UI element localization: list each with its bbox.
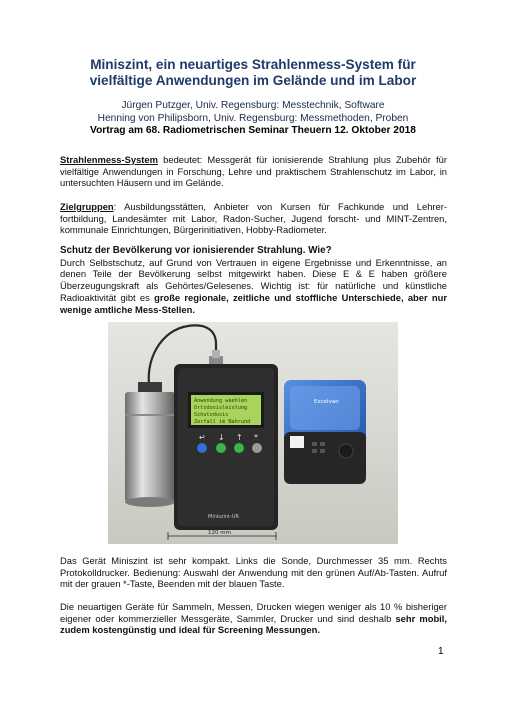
term-strahlenmess-system: Strahlenmess-System [60,154,158,165]
svg-text:*: * [254,433,258,442]
paragraph-schutz [60,245,447,315]
svg-text:↓: ↓ [218,433,225,442]
author-block [60,100,446,138]
paragraph-mobil [60,601,447,636]
miniszint-device-icon [174,364,278,530]
lcd-line-4: Zerfall im Nahrund [194,419,251,425]
scale-label: 120 mm [208,530,231,536]
printer-brand: Excelvan [314,399,339,405]
svg-text:↵: ↵ [199,433,206,442]
term-zielgruppen: Zielgruppen [60,201,114,212]
document-title [60,57,446,89]
paragraph-system [60,154,447,189]
lcd-line-1: Anwendung waehlen [194,398,248,404]
lcd-line-3: Schutzdosis [194,412,229,418]
svg-text:↑: ↑ [236,433,243,442]
lcd-line-2: Ortsdosisleistung [194,405,248,411]
paragraph-zielgruppen [60,201,447,236]
title-line-2: vielfältige Anwendungen im Gelände und im Labor [89,73,417,88]
paragraph-system-text: bedeutet: Messgerät für ionisierende Strahlung plus Zubehör für vielfältige Anwendungen in Forschung, Lehre und praktischem Strahlenschutz im Labor, in untersuchten Häusern und im Gelände. [60,154,447,189]
blue-exit-key [197,443,207,453]
paragraph-geraet [60,555,447,590]
author-2: Henning von Philipsborn, Univ. Regensburg: Messmethoden, Proben [97,112,409,124]
talk-info: Vortrag am 68. Radiometrischen Seminar Theuern 12. Oktober 2018 [90,125,416,136]
device-photo [108,322,398,544]
probe-icon [125,382,175,507]
printer-icon [284,380,366,484]
paragraph-zielgruppen-text: : Ausbildungsstätten, Anbieter von Kursen für Fachkunde und Lehrer-fortbildung, Landesämter mit Labor, Radon-Sucher, Jugend forscht- und MINT-Zentren, kommunale Einrichtungen, Bürgerinitiativen, Hobby-Radiometer. [60,201,447,236]
section-heading-schutz: Schutz der Bevölkerung vor ionisierender Strahlung. Wie? [60,245,332,256]
author-1: Jürgen Putzger, Univ. Regensburg: Messtechnik, Software [121,100,385,111]
paragraph-mobil-text: Die neuartigen Geräte für Sammeln, Messen, Drucken wiegen weniger als 10 % bisheriger eigener oder kommerzieller Messgeräte, Sammler, Drucker und sind deshalb [60,601,447,624]
page-number: 1 [438,646,444,657]
paragraph-schutz-emphasis: große regionale, zeitliche und stoffliche Unterschiede, aber nur wenige amtliche Mess-Stellen. [60,291,448,315]
paragraph-mobil-emphasis: sehr mobil, zudem kostengünstig und ideal für Screening Messungen. [60,612,447,636]
green-up-key [234,443,244,453]
grey-star-key [252,443,262,453]
paragraph-geraet-text: Das Gerät Miniszint ist sehr kompakt. Links die Sonde, Durchmesser 35 mm. Rechts Protokolldrucker. Bedienung: Auswahl der Anwendung mit den grünen Auf/Ab-Tasten. Aufruf mit der grauen *-Taste, Beenden mit der blauen Taste. [60,555,447,590]
device-label: Miniszint-UR [208,514,239,520]
title-line-1: Miniszint, ein neuartiges Strahlenmess-System für [90,57,416,72]
green-down-key [216,443,226,453]
paragraph-schutz-text: Durch Selbstschutz, auf Grund von Vertrauen in eigene Ergebnisse und Erkenntnisse, an denen Teile der Bevölkerung selbst mitgewirkt haben. Diese E & E haben größere Überzeugungskraft als Gehörtes/Gelesenes. Wichtig ist: für natürliche und künstliche Radioaktivität gibt es [60,256,447,303]
